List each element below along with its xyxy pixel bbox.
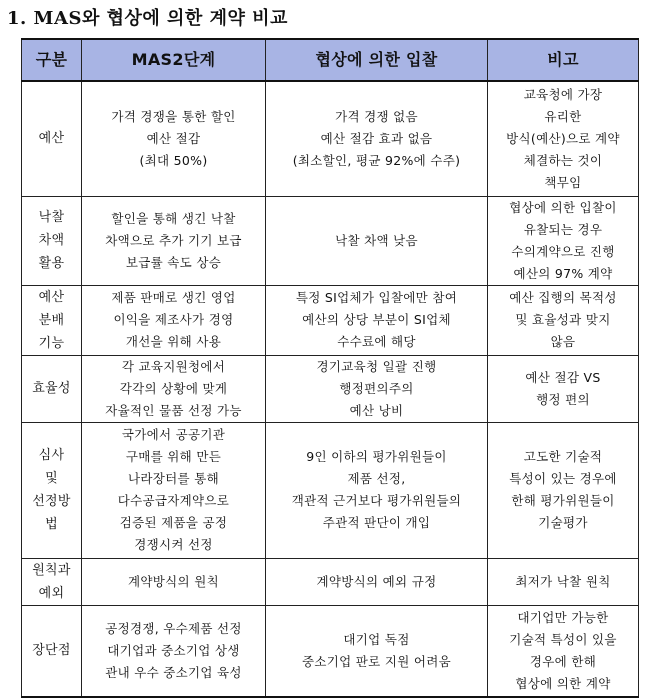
cell-text-line: 원칙과 bbox=[32, 562, 71, 578]
cell-text-line: 경쟁시켜 선정 bbox=[134, 537, 213, 552]
cell-text-line: 자율적인 물품 선정 가능 bbox=[105, 402, 242, 418]
negotiation-cell bbox=[266, 558, 488, 605]
cell-text-line: 계약방식의 원칙 bbox=[128, 573, 219, 589]
cell-text-line: 심사 bbox=[38, 448, 65, 463]
row-label bbox=[22, 285, 82, 355]
cell-text-line: 활용 bbox=[38, 256, 65, 271]
cell-text-line: 협상에 의한 계약 bbox=[515, 675, 611, 691]
table-row bbox=[22, 81, 639, 196]
negotiation-cell bbox=[266, 196, 488, 285]
cell-text-line: 기술평가 bbox=[538, 515, 588, 530]
mas-cell bbox=[82, 422, 266, 558]
cell-text-line: 검증된 제품을 공정 bbox=[119, 515, 228, 530]
cell-text-line: 특정 SI업체가 입찰에만 참여 bbox=[295, 290, 458, 305]
note-cell bbox=[488, 285, 639, 355]
cell-text-line: 예산 절감 bbox=[146, 130, 201, 146]
cell-text-line: 관내 우수 중소기업 육성 bbox=[105, 664, 242, 680]
header-row bbox=[22, 39, 639, 81]
cell-text-line: 책무임 bbox=[544, 174, 582, 190]
row-label bbox=[22, 558, 82, 605]
cell-text-line: 각 교육지원청에서 bbox=[121, 358, 226, 374]
cell-text-line: 낙찰 차액 낮음 bbox=[335, 232, 418, 248]
cell-text-line: 체결하는 것이 bbox=[523, 152, 603, 168]
cell-text-line: 주관적 판단이 개입 bbox=[322, 515, 431, 530]
cell-text-line: 대기업만 가능한 bbox=[517, 609, 609, 625]
cell-text-line: 개선을 위해 사용 bbox=[125, 334, 222, 349]
cell-text-line: 한해 평가위원들이 bbox=[511, 493, 615, 508]
cell-text-line: 않음 bbox=[550, 334, 576, 349]
note-cell bbox=[488, 196, 639, 285]
cell-text-line: 계약방식의 예외 규정 bbox=[316, 573, 437, 589]
cell-text-line: 대기업 독점 bbox=[343, 631, 410, 647]
cell-text-line: 대기업과 중소기업 상생 bbox=[107, 642, 240, 658]
negotiation-cell bbox=[266, 605, 488, 697]
cell-text-line: 예산 절감 효과 없음 bbox=[320, 130, 433, 146]
note-cell bbox=[488, 605, 639, 697]
cell-text-line: 및 bbox=[45, 471, 58, 486]
document-title: 1. MAS와 협상에 의한 계약 비교 bbox=[7, 8, 288, 29]
cell-text-line: 제품 판매로 생긴 영업 bbox=[111, 290, 236, 305]
cell-text-line: 행정 편의 bbox=[536, 391, 590, 407]
cell-text-line: 차액 bbox=[38, 233, 65, 248]
table-row bbox=[22, 422, 639, 558]
cell-text-line: 최저가 낙찰 원칙 bbox=[515, 573, 611, 589]
note-cell bbox=[488, 355, 639, 422]
comparison-table bbox=[21, 38, 639, 698]
cell-text-line: 행정편의주의 bbox=[339, 380, 414, 396]
table-row bbox=[22, 558, 639, 605]
cell-text-line: 각각의 상황에 맞게 bbox=[119, 380, 228, 396]
table-row bbox=[22, 605, 639, 697]
cell-text-line: 예산 bbox=[38, 289, 65, 305]
cell-text-line: 예외 bbox=[38, 585, 65, 601]
cell-text-line: 고도한 기술적 bbox=[523, 449, 603, 464]
table-row bbox=[22, 355, 639, 422]
header-category: 구분 bbox=[22, 39, 82, 81]
header-note: 비고 bbox=[488, 39, 639, 81]
cell-text-line: 가격 경쟁 없음 bbox=[335, 108, 418, 124]
cell-text-line: 예산의 97% 계약 bbox=[513, 265, 613, 281]
cell-text-line: 유찰되는 경우 bbox=[523, 221, 603, 237]
mas-cell bbox=[82, 196, 266, 285]
cell-text-line: 국가에서 공공기관 bbox=[121, 427, 226, 442]
cell-text-line: 장단점 bbox=[32, 643, 71, 659]
cell-text-line: 공정경쟁, 우수제품 선정 bbox=[105, 620, 242, 636]
table-row bbox=[22, 285, 639, 355]
cell-text-line: 유리한 bbox=[544, 108, 582, 124]
cell-text-line: 방식(예산)으로 계약 bbox=[506, 130, 620, 146]
cell-text-line: 효율성 bbox=[32, 381, 71, 396]
cell-text-line: 예산 낭비 bbox=[349, 402, 404, 418]
note-cell bbox=[488, 558, 639, 605]
cell-text-line: 이익을 제조사가 경영 bbox=[113, 312, 234, 327]
cell-text-line: 선정방 bbox=[32, 494, 71, 509]
cell-text-line: 예산의 상당 부분이 SI업체 bbox=[302, 312, 451, 327]
mas-cell bbox=[82, 558, 266, 605]
row-label bbox=[22, 196, 82, 285]
cell-text-line: 제품 선정, bbox=[347, 471, 406, 486]
cell-text-line: 기능 bbox=[38, 335, 65, 351]
cell-text-line: 차액으로 추가 기기 보급 bbox=[105, 232, 242, 248]
note-cell bbox=[488, 81, 639, 196]
table-row bbox=[22, 196, 639, 285]
cell-text-line: 경기교육청 일괄 진행 bbox=[316, 358, 437, 374]
cell-text-line: 수의계약으로 진행 bbox=[511, 243, 615, 259]
mas-cell bbox=[82, 285, 266, 355]
cell-text-line: 경우에 한해 bbox=[529, 653, 597, 669]
cell-text-line: 나라장터를 통해 bbox=[128, 471, 219, 486]
header-negotiation: 협상에 의한 입찰 bbox=[266, 39, 488, 81]
row-label bbox=[22, 81, 82, 196]
cell-text-line: 할인을 통해 생긴 낙찰 bbox=[111, 210, 236, 226]
mas-cell bbox=[82, 605, 266, 697]
cell-text-line: 법 bbox=[45, 517, 58, 532]
cell-text-line: 및 효율성과 맞지 bbox=[515, 312, 611, 327]
cell-text-line: 분배 bbox=[38, 312, 65, 328]
cell-text-line: 협상에 의한 입찰이 bbox=[509, 199, 617, 215]
cell-text-line: 구매를 위해 만든 bbox=[125, 449, 222, 464]
cell-text-line: 다수공급자계약으로 bbox=[117, 493, 230, 508]
cell-text-line: 수수료에 해당 bbox=[337, 334, 416, 349]
header-mas: MAS2단계 bbox=[82, 39, 266, 81]
cell-text-line: (최대 50%) bbox=[139, 152, 208, 168]
negotiation-cell bbox=[266, 355, 488, 422]
negotiation-cell bbox=[266, 422, 488, 558]
cell-text-line: 가격 경쟁을 통한 할인 bbox=[111, 108, 236, 124]
cell-text-line: 중소기업 판로 지원 어려움 bbox=[302, 653, 451, 669]
row-label bbox=[22, 422, 82, 558]
cell-text-line: 낙찰 bbox=[38, 210, 65, 225]
cell-text-line: 기술적 특성이 있을 bbox=[509, 631, 617, 647]
cell-text-line: 교육청에 가장 bbox=[523, 86, 603, 102]
cell-text-line: 특성이 있는 경우에 bbox=[509, 471, 617, 486]
cell-text-line: 예산 bbox=[38, 131, 65, 147]
row-label bbox=[22, 605, 82, 697]
row-label bbox=[22, 355, 82, 422]
negotiation-cell bbox=[266, 81, 488, 196]
cell-text-line: 객관적 근거보다 평가위원들의 bbox=[291, 493, 462, 508]
cell-text-line: 예산 절감 VS bbox=[525, 369, 601, 385]
negotiation-cell bbox=[266, 285, 488, 355]
cell-text-line: 보급률 속도 상승 bbox=[125, 254, 222, 270]
mas-cell bbox=[82, 81, 266, 196]
note-cell bbox=[488, 422, 639, 558]
cell-text-line: 예산 집행의 목적성 bbox=[509, 290, 617, 305]
cell-text-line: 9인 이하의 평가위원들이 bbox=[306, 449, 447, 464]
cell-text-line: (최소할인, 평균 92%에 수주) bbox=[292, 152, 461, 168]
mas-cell bbox=[82, 355, 266, 422]
